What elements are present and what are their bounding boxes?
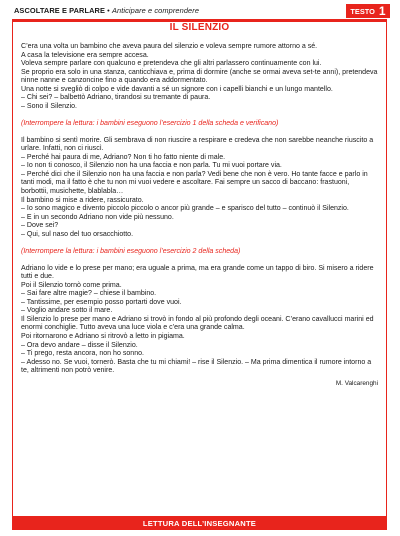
- header-separator: •: [105, 6, 112, 15]
- section-heading: [14, 6, 199, 15]
- paragraph: Il bambino si sentì morire. Gli sembrava di non riuscire a respirare e credeva che non sarebbe neanche riuscito a urlare. Infatti, non ci riuscì.: [21, 136, 374, 153]
- dialogue-line: – Adesso no. Se vuoi, tornerò. Basta che tu mi chiami! – rise il Silenzio. – Ma prima dimentica il rumore intorno a te, altrimenti non potrò venire.: [21, 358, 372, 375]
- paragraph: Il bambino si mise a ridere, rassicurato.: [21, 196, 144, 204]
- dialogue-line: – E in un secondo Adriano non vide più nessuno.: [21, 213, 174, 221]
- dialogue-line: – Perché hai paura di me, Adriano? Non ti ho fatto niente di male.: [21, 153, 226, 161]
- dialogue-line: – Io sono magico e divento piccolo piccolo o ancor più grande – e sparisco del tutto – continuò il Silenzio.: [21, 205, 349, 213]
- section-subtitle: Anticipare e comprendere: [112, 6, 200, 15]
- badge-number: 1: [378, 4, 386, 18]
- paragraph: Una notte si svegliò di colpo e vide davanti a sé un signore con i capelli bianchi e un lungo mantello.: [21, 85, 333, 93]
- dialogue-line: – Tantissime, per esempio posso portarti dove vuoi.: [21, 298, 182, 306]
- reading-instruction-1: (Interrompere la lettura: i bambini eseguono l’esercizio 1 della scheda e verificano): [21, 119, 279, 127]
- dialogue-line: – Sai fare altre magie? – chiese il bambino.: [21, 290, 157, 298]
- paragraph: Voleva sempre parlare con qualcuno e pretendeva che gli altri parlassero continuamente con lui.: [21, 60, 322, 68]
- dialogue-line: – Chi sei? – balbettò Adriano, tirandosi su tremante di paura.: [21, 94, 211, 102]
- dialogue-line: – Sono il Silenzio.: [21, 102, 78, 110]
- paragraph: A casa la televisione era sempre accesa.: [21, 51, 149, 59]
- dialogue-line: – Perché dici che il Silenzio non ha una faccia e non parla? Vedi bene che non è vero. Ho tante facce e parlo in tanti modi, ma il fatto è che tu non mi vuoi vedere e ascoltare. Fai sempre un sacco di baccano: frastuoni, borbottii, musichette, blablabla…: [21, 170, 368, 195]
- page-header: [12, 4, 390, 18]
- badge-label: TESTO: [350, 6, 375, 16]
- dialogue-line: – Voglio andare sotto il mare.: [21, 307, 113, 315]
- paragraph: Il Silenzio lo prese per mano e Adriano si trovò in fondo al più profondo degli oceani. C’erano cavallucci marini ed enormi conchiglie. Tutto aveva una luce viola e c’era una grande calma.: [21, 315, 374, 332]
- author-credit: M. Valcarenghi: [335, 379, 378, 387]
- story-title: IL SILENZIO: [169, 22, 230, 33]
- text-number-badge: [346, 4, 390, 18]
- dialogue-line: – Ti prego, resta ancora, non ho sonno.: [21, 350, 145, 358]
- section-label: ASCOLTARE E PARLARE: [14, 6, 105, 15]
- reading-instruction-2: (Interrompere la lettura: i bambini eseguono l’esercizio 2 della scheda): [21, 247, 241, 255]
- dialogue-line: – Qui, sul naso del tuo orsacchiotto.: [21, 230, 134, 238]
- story-frame: [12, 19, 387, 517]
- footer-banner: LETTURA DELL’INSEGNANTE: [12, 516, 387, 530]
- paragraph: Poi il Silenzio tornò come prima.: [21, 281, 122, 289]
- dialogue-line: – Dove sei?: [21, 222, 59, 230]
- paragraph: Poi ritornarono e Adriano si ritrovò a letto in pigiama.: [21, 332, 185, 340]
- dialogue-line: – Io non ti conosco, il Silenzio non ha una faccia e non parla. Tu mi vuoi portare via.: [21, 162, 282, 170]
- dialogue-line: – Ora devo andare – disse il Silenzio.: [21, 341, 138, 349]
- story-body: [21, 43, 378, 388]
- paragraph: Se proprio era solo in una stanza, canticchiava e, prima di dormire (anche se ormai aveva set-te anni), pretendeva ninne nanne e canzoncine fino a quando era addormentato.: [21, 68, 378, 85]
- paragraph: Adriano lo vide e lo prese per mano; era uguale a prima, ma era grande come un tappo di biro. Si misero a ridere tutti e due.: [21, 264, 374, 281]
- paragraph: C’era una volta un bambino che aveva paura del silenzio e voleva sempre rumore attorno a sé.: [21, 43, 318, 50]
